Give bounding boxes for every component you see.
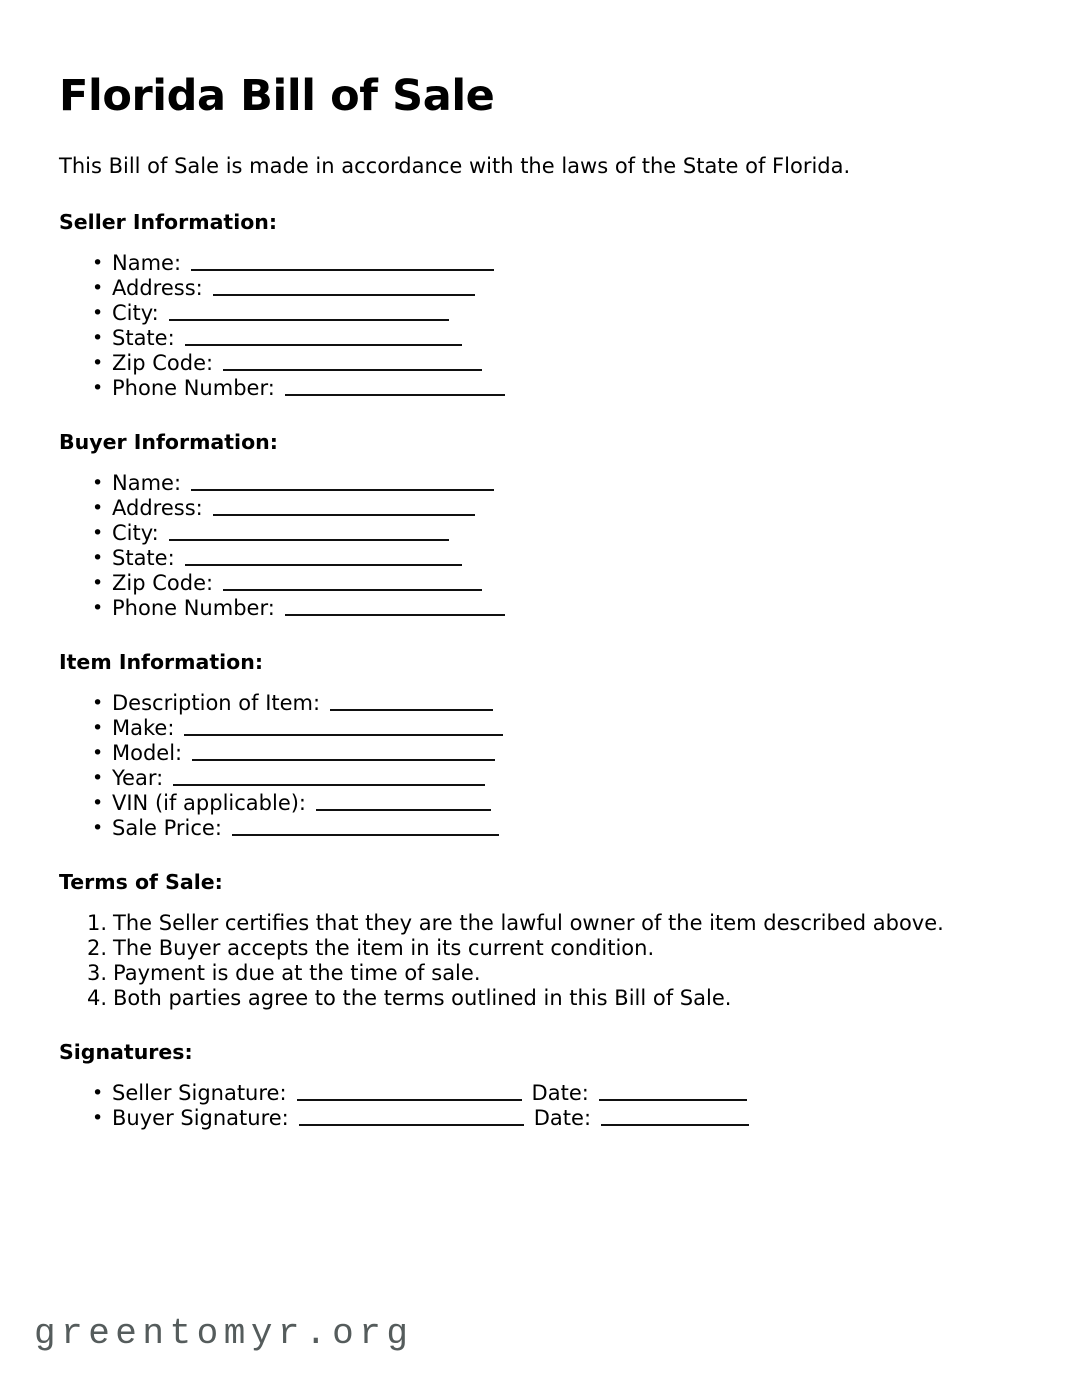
field-label: Name: (112, 250, 182, 275)
term-text: The Seller certifies that they are the lawful owner of the item described above. (113, 910, 944, 935)
fill-in-blank[interactable] (191, 472, 494, 491)
intro-paragraph: This Bill of Sale is made in accordance with the laws of the State of Florida. (59, 154, 851, 179)
fill-in-blank[interactable] (173, 767, 485, 786)
list-item (59, 471, 1019, 496)
fill-in-blank[interactable] (223, 352, 482, 371)
fill-in-blank[interactable] (232, 817, 499, 836)
fill-in-blank[interactable] (213, 497, 475, 516)
section-heading-terms: Terms of Sale: (59, 869, 223, 894)
document-content (59, 0, 1019, 1131)
list-item (59, 961, 1019, 986)
fill-in-blank[interactable] (285, 597, 505, 616)
signature-list (59, 1064, 1019, 1131)
list-number: 3. (87, 960, 108, 985)
buyer-field-list (59, 454, 1019, 621)
fill-in-blank[interactable] (185, 547, 462, 566)
signature-label: Buyer Signature: (112, 1105, 289, 1130)
field-label: VIN (if applicable): (112, 790, 307, 815)
list-item (59, 1081, 1019, 1106)
field-label: Phone Number: (112, 595, 275, 620)
list-number: 4. (87, 985, 108, 1010)
list-item (59, 936, 1019, 961)
site-watermark: greentomyr.org (34, 1313, 414, 1354)
signature-label: Seller Signature: (112, 1080, 287, 1105)
term-text: Both parties agree to the terms outlined in this Bill of Sale. (113, 985, 732, 1010)
field-label: Sale Price: (112, 815, 222, 840)
list-item (59, 251, 1019, 276)
field-label: Year: (112, 765, 164, 790)
list-number: 1. (87, 910, 108, 935)
field-label: Zip Code: (112, 570, 214, 595)
list-item (59, 816, 1019, 841)
field-label: City: (112, 520, 159, 545)
list-item (59, 546, 1019, 571)
fill-in-blank[interactable] (191, 252, 494, 271)
list-item (59, 571, 1019, 596)
field-label: Phone Number: (112, 375, 275, 400)
field-label: Description of Item: (112, 690, 321, 715)
list-item (59, 496, 1019, 521)
date-blank[interactable] (601, 1107, 749, 1126)
field-label: City: (112, 300, 159, 325)
terms-list (59, 894, 1019, 1011)
list-item (59, 791, 1019, 816)
item-field-list (59, 674, 1019, 841)
seller-field-list (59, 234, 1019, 401)
section-heading-item: Item Information: (59, 649, 264, 674)
fill-in-blank[interactable] (169, 522, 449, 541)
signature-blank[interactable] (297, 1082, 522, 1101)
list-item (59, 521, 1019, 546)
fill-in-blank[interactable] (185, 327, 462, 346)
section-heading-buyer: Buyer Information: (59, 429, 278, 454)
list-item (59, 911, 1019, 936)
list-item (59, 691, 1019, 716)
list-item (59, 326, 1019, 351)
list-item (59, 596, 1019, 621)
fill-in-blank[interactable] (316, 792, 491, 811)
list-item (59, 766, 1019, 791)
list-number: 2. (87, 935, 108, 960)
field-label: State: (112, 325, 175, 350)
field-label: Make: (112, 715, 175, 740)
date-label: Date: (531, 1080, 589, 1105)
list-item (59, 376, 1019, 401)
list-item (59, 986, 1019, 1011)
date-label: Date: (533, 1105, 592, 1130)
fill-in-blank[interactable] (213, 277, 475, 296)
signature-blank[interactable] (299, 1107, 524, 1126)
fill-in-blank[interactable] (223, 572, 482, 591)
field-label: Name: (112, 470, 182, 495)
list-item (59, 276, 1019, 301)
field-label: Address: (112, 495, 203, 520)
field-label: State: (112, 545, 175, 570)
list-item (59, 301, 1019, 326)
list-item (59, 741, 1019, 766)
fill-in-blank[interactable] (285, 377, 505, 396)
fill-in-blank[interactable] (192, 742, 495, 761)
fill-in-blank[interactable] (169, 302, 449, 321)
fill-in-blank[interactable] (330, 692, 493, 711)
list-item (59, 351, 1019, 376)
term-text: Payment is due at the time of sale. (113, 960, 481, 985)
field-label: Model: (112, 740, 183, 765)
section-heading-seller: Seller Information: (59, 209, 278, 234)
fill-in-blank[interactable] (184, 717, 503, 736)
field-label: Zip Code: (112, 350, 214, 375)
field-label: Address: (112, 275, 203, 300)
section-heading-signatures: Signatures: (59, 1039, 193, 1064)
list-item (59, 1106, 1019, 1131)
page-title: Florida Bill of Sale (59, 71, 495, 121)
term-text: The Buyer accepts the item in its current condition. (113, 935, 655, 960)
list-item (59, 716, 1019, 741)
date-blank[interactable] (599, 1082, 747, 1101)
